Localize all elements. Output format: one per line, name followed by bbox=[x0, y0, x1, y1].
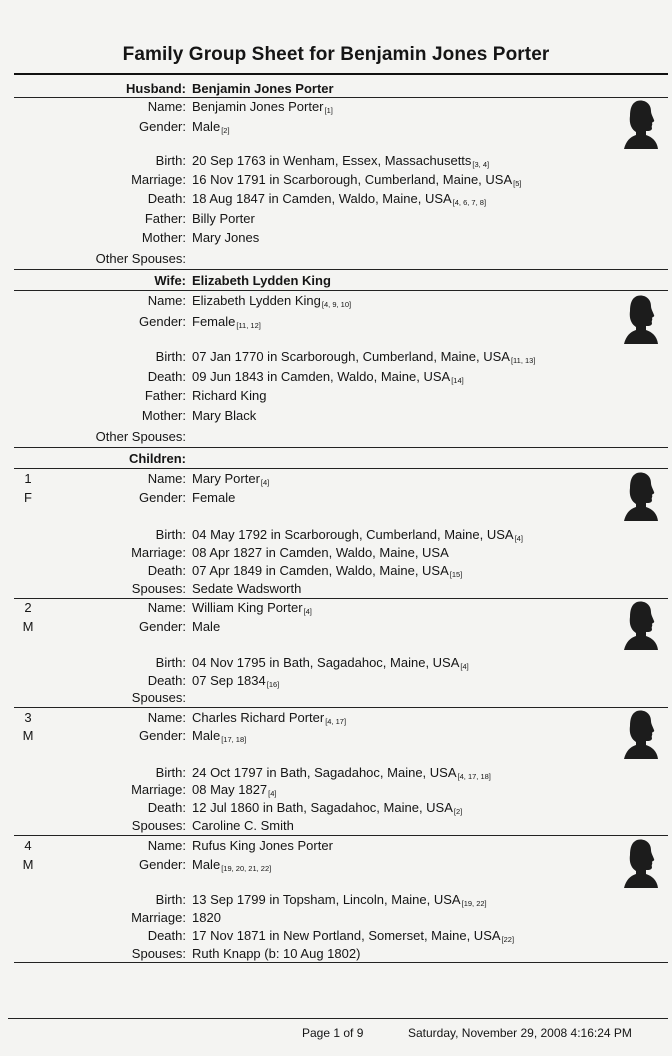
child-death bbox=[192, 928, 514, 948]
child-birth bbox=[192, 527, 523, 547]
child-gender: Female bbox=[192, 490, 236, 505]
citation: [11, 13] bbox=[510, 356, 536, 365]
field-label: Birth: bbox=[155, 892, 186, 907]
citation: [4] bbox=[303, 607, 312, 616]
field-label: Marriage: bbox=[131, 172, 186, 187]
husband-gender bbox=[192, 119, 230, 139]
divider bbox=[14, 598, 668, 599]
field-label: Death: bbox=[147, 800, 186, 815]
wife-section-name: Elizabeth Lydden King bbox=[192, 273, 331, 288]
field-label: Death: bbox=[147, 369, 186, 384]
field-label: Death: bbox=[147, 928, 186, 943]
husband-death bbox=[192, 191, 486, 211]
child-gender bbox=[192, 728, 246, 748]
wife-death bbox=[192, 369, 464, 389]
field-label: Birth: bbox=[155, 527, 186, 542]
citation: [4, 17] bbox=[325, 717, 347, 726]
child-number: 4 bbox=[24, 838, 32, 853]
husband-birth bbox=[192, 153, 489, 173]
field-label: Gender: bbox=[139, 619, 186, 634]
field-label: Name: bbox=[147, 471, 186, 486]
field-label: Spouses: bbox=[131, 946, 186, 961]
child-number: 1 bbox=[24, 471, 32, 486]
print-date: Saturday, November 29, 2008 4:16:24 PM bbox=[408, 1026, 632, 1040]
citation: [4, 6, 7, 8] bbox=[452, 198, 487, 207]
title-rule bbox=[14, 73, 668, 75]
child-marriage-text: 08 May 1827 bbox=[192, 782, 268, 797]
child-death bbox=[192, 673, 279, 693]
child-name bbox=[192, 600, 312, 620]
person-silhouette-icon bbox=[624, 99, 658, 149]
field-label: Birth: bbox=[155, 349, 186, 364]
field-label: Gender: bbox=[139, 490, 186, 505]
citation: [15] bbox=[449, 570, 463, 579]
person-silhouette-icon bbox=[624, 471, 658, 521]
child-gender bbox=[192, 857, 271, 877]
field-label: Death: bbox=[147, 673, 186, 688]
child-marriage: 08 Apr 1827 in Camden, Waldo, Maine, USA bbox=[192, 545, 449, 560]
child-birth bbox=[192, 892, 487, 912]
husband-gender-text: Male bbox=[192, 119, 221, 134]
wife-gender bbox=[192, 314, 261, 334]
field-label: Name: bbox=[147, 838, 186, 853]
wife-father: Richard King bbox=[192, 388, 267, 403]
citation: [22] bbox=[501, 935, 515, 944]
citation: [5] bbox=[513, 179, 522, 188]
citation: [4] bbox=[268, 789, 277, 798]
field-label: Other Spouses: bbox=[95, 429, 186, 444]
wife-gender-text: Female bbox=[192, 314, 236, 329]
children-section-label: Children: bbox=[128, 451, 186, 466]
child-death bbox=[192, 800, 462, 820]
footer-rule bbox=[8, 1018, 668, 1019]
husband-section-name: Benjamin Jones Porter bbox=[192, 81, 334, 96]
child-birth-text: 24 Oct 1797 in Bath, Sagadahoc, Maine, USA bbox=[192, 765, 457, 780]
child-gender-text: Male bbox=[192, 728, 221, 743]
husband-section-label: Husband: bbox=[126, 81, 186, 96]
field-label: Birth: bbox=[155, 655, 186, 670]
child-gender: Male bbox=[192, 619, 221, 634]
child-spouses: Sedate Wadsworth bbox=[192, 581, 302, 596]
page-number: Page 1 of 9 bbox=[302, 1026, 364, 1040]
husband-mother: Mary Jones bbox=[192, 230, 260, 245]
child-death-text: 17 Nov 1871 in New Portland, Somerset, Maine, USA bbox=[192, 928, 501, 943]
child-spouses: Caroline C. Smith bbox=[192, 818, 294, 833]
divider bbox=[14, 269, 668, 270]
husband-name bbox=[192, 99, 333, 119]
divider bbox=[14, 707, 668, 708]
child-birth-text: 04 May 1792 in Scarborough, Cumberland, Maine, USA bbox=[192, 527, 514, 542]
child-number: 2 bbox=[24, 600, 32, 615]
child-death-text: 12 Jul 1860 in Bath, Sagadahoc, Maine, USA bbox=[192, 800, 453, 815]
field-label: Death: bbox=[147, 563, 186, 578]
child-spouses: Ruth Knapp (b: 10 Aug 1802) bbox=[192, 946, 361, 961]
field-label: Spouses: bbox=[131, 818, 186, 833]
citation: [2] bbox=[221, 126, 230, 135]
citation: [14] bbox=[451, 376, 464, 385]
field-label: Name: bbox=[147, 293, 186, 308]
field-label: Death: bbox=[147, 191, 186, 206]
divider bbox=[14, 962, 668, 963]
child-name-text: Charles Richard Porter bbox=[192, 710, 325, 725]
field-label: Mother: bbox=[141, 408, 186, 423]
citation: [17, 18] bbox=[221, 735, 247, 744]
divider bbox=[14, 468, 668, 469]
child-birth bbox=[192, 655, 469, 675]
child-name-text: Mary Porter bbox=[192, 471, 260, 486]
citation: [1] bbox=[324, 106, 333, 115]
field-label: Spouses: bbox=[131, 690, 186, 705]
field-label: Gender: bbox=[139, 857, 186, 872]
citation: [19, 22] bbox=[461, 899, 487, 908]
child-death bbox=[192, 563, 462, 583]
field-label: Spouses: bbox=[131, 581, 186, 596]
field-label: Marriage: bbox=[131, 910, 186, 925]
wife-name-text: Elizabeth Lydden King bbox=[192, 293, 321, 308]
citation: [11, 12] bbox=[236, 321, 261, 330]
divider bbox=[14, 290, 668, 291]
field-label: Father: bbox=[144, 211, 186, 226]
child-death-text: 07 Sep 1834 bbox=[192, 673, 266, 688]
field-label: Marriage: bbox=[131, 782, 186, 797]
wife-section-label: Wife: bbox=[154, 273, 186, 288]
child-sex: F bbox=[24, 490, 32, 505]
divider bbox=[14, 97, 668, 98]
field-label: Birth: bbox=[155, 153, 186, 168]
child-marriage bbox=[192, 782, 277, 802]
child-name: Rufus King Jones Porter bbox=[192, 838, 333, 853]
field-label: Name: bbox=[147, 99, 186, 114]
child-sex: M bbox=[22, 619, 34, 634]
person-silhouette-icon bbox=[624, 294, 658, 344]
child-death-text: 07 Apr 1849 in Camden, Waldo, Maine, USA bbox=[192, 563, 449, 578]
person-silhouette-icon bbox=[624, 600, 658, 650]
field-label: Gender: bbox=[139, 119, 186, 134]
citation: [4] bbox=[460, 662, 469, 671]
citation: [16] bbox=[266, 680, 280, 689]
divider bbox=[14, 835, 668, 836]
citation: [4] bbox=[260, 478, 270, 487]
wife-mother: Mary Black bbox=[192, 408, 257, 423]
child-gender-text: Male bbox=[192, 857, 221, 872]
citation: [4, 9, 10] bbox=[321, 300, 352, 309]
husband-death-text: 18 Aug 1847 in Camden, Waldo, Maine, USA bbox=[192, 191, 452, 206]
wife-death-text: 09 Jun 1843 in Camden, Waldo, Maine, USA bbox=[192, 369, 451, 384]
person-silhouette-icon bbox=[624, 709, 658, 759]
child-sex: M bbox=[22, 857, 34, 872]
field-label: Other Spouses: bbox=[95, 251, 186, 266]
husband-father: Billy Porter bbox=[192, 211, 255, 226]
citation: [2] bbox=[453, 807, 463, 816]
husband-birth-text: 20 Sep 1763 in Wenham, Essex, Massachusetts bbox=[192, 153, 472, 168]
child-marriage: 1820 bbox=[192, 910, 221, 925]
page-title: Family Group Sheet for Benjamin Jones Porter bbox=[122, 44, 550, 65]
wife-birth-text: 07 Jan 1770 in Scarborough, Cumberland, Maine, USA bbox=[192, 349, 510, 364]
field-label: Name: bbox=[147, 600, 186, 615]
field-label: Gender: bbox=[139, 728, 186, 743]
field-label: Mother: bbox=[141, 230, 186, 245]
child-name bbox=[192, 471, 269, 491]
child-name bbox=[192, 710, 346, 730]
field-label: Gender: bbox=[139, 314, 186, 329]
husband-marriage-text: 16 Nov 1791 in Scarborough, Cumberland, Maine, USA bbox=[192, 172, 513, 187]
husband-name-text: Benjamin Jones Porter bbox=[192, 99, 324, 114]
citation: [4] bbox=[514, 534, 523, 543]
wife-birth bbox=[192, 349, 535, 369]
child-name-text: William King Porter bbox=[192, 600, 303, 615]
child-number: 3 bbox=[24, 710, 32, 725]
citation: [3, 4] bbox=[472, 160, 490, 169]
field-label: Name: bbox=[147, 710, 186, 725]
field-label: Father: bbox=[144, 388, 186, 403]
child-birth-text: 13 Sep 1799 in Topsham, Lincoln, Maine, USA bbox=[192, 892, 461, 907]
field-label: Marriage: bbox=[131, 545, 186, 560]
person-silhouette-icon bbox=[624, 838, 658, 888]
citation: [4, 17, 18] bbox=[457, 772, 491, 781]
citation: [19, 20, 21, 22] bbox=[221, 864, 272, 873]
field-label: Birth: bbox=[155, 765, 186, 780]
husband-marriage bbox=[192, 172, 521, 192]
child-sex: M bbox=[22, 728, 34, 743]
child-birth-text: 04 Nov 1795 in Bath, Sagadahoc, Maine, USA bbox=[192, 655, 460, 670]
divider bbox=[14, 447, 668, 448]
wife-name bbox=[192, 293, 351, 313]
